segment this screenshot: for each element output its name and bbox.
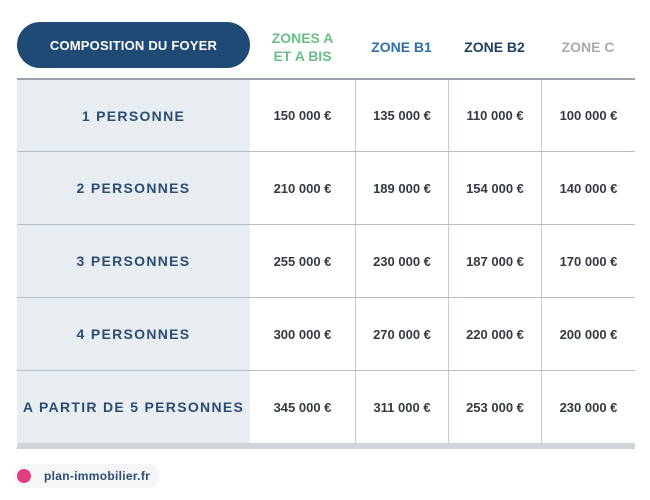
table-row — [17, 224, 635, 297]
row-label: A PARTIR DE 5 PERSONNES — [17, 371, 250, 443]
value-cell: 311 000 € — [355, 371, 448, 443]
value-cell: 187 000 € — [448, 225, 541, 297]
zone-c-header: ZONE C — [561, 39, 615, 55]
brand-label: plan-immobilier.fr — [44, 469, 151, 483]
table-row — [17, 297, 635, 370]
value-cell: 210 000 € — [250, 152, 355, 224]
table-row — [17, 370, 635, 443]
composition-header: COMPOSITION DU FOYER — [17, 22, 250, 68]
zone-b2-header: ZONE B2 — [464, 39, 525, 55]
value-cell: 100 000 € — [541, 80, 635, 151]
value-cell: 253 000 € — [448, 371, 541, 443]
value-cell: 150 000 € — [250, 80, 355, 151]
value-cell: 270 000 € — [355, 298, 448, 370]
value-cell: 154 000 € — [448, 152, 541, 224]
value-cell: 255 000 € — [250, 225, 355, 297]
brand-dot-icon — [17, 469, 31, 483]
value-cell: 200 000 € — [541, 298, 635, 370]
row-label: 1 PERSONNE — [17, 80, 250, 151]
value-cell: 230 000 € — [541, 371, 635, 443]
zone-b1-header: ZONE B1 — [371, 39, 432, 55]
row-label: 3 PERSONNES — [17, 225, 250, 297]
value-cell: 110 000 € — [448, 80, 541, 151]
table-row — [17, 151, 635, 224]
table-row — [17, 78, 635, 151]
table-bottom-bar — [17, 443, 635, 449]
zone-a-header: ZONES A ET A BIS — [271, 30, 334, 64]
row-label: 2 PERSONNES — [17, 152, 250, 224]
table-header — [0, 0, 650, 78]
row-label: 4 PERSONNES — [17, 298, 250, 370]
value-cell: 140 000 € — [541, 152, 635, 224]
price-table — [17, 78, 635, 450]
value-cell: 135 000 € — [355, 80, 448, 151]
value-cell: 345 000 € — [250, 371, 355, 443]
value-cell: 170 000 € — [541, 225, 635, 297]
value-cell: 230 000 € — [355, 225, 448, 297]
brand-badge[interactable] — [14, 464, 160, 488]
value-cell: 300 000 € — [250, 298, 355, 370]
value-cell: 220 000 € — [448, 298, 541, 370]
value-cell: 189 000 € — [355, 152, 448, 224]
